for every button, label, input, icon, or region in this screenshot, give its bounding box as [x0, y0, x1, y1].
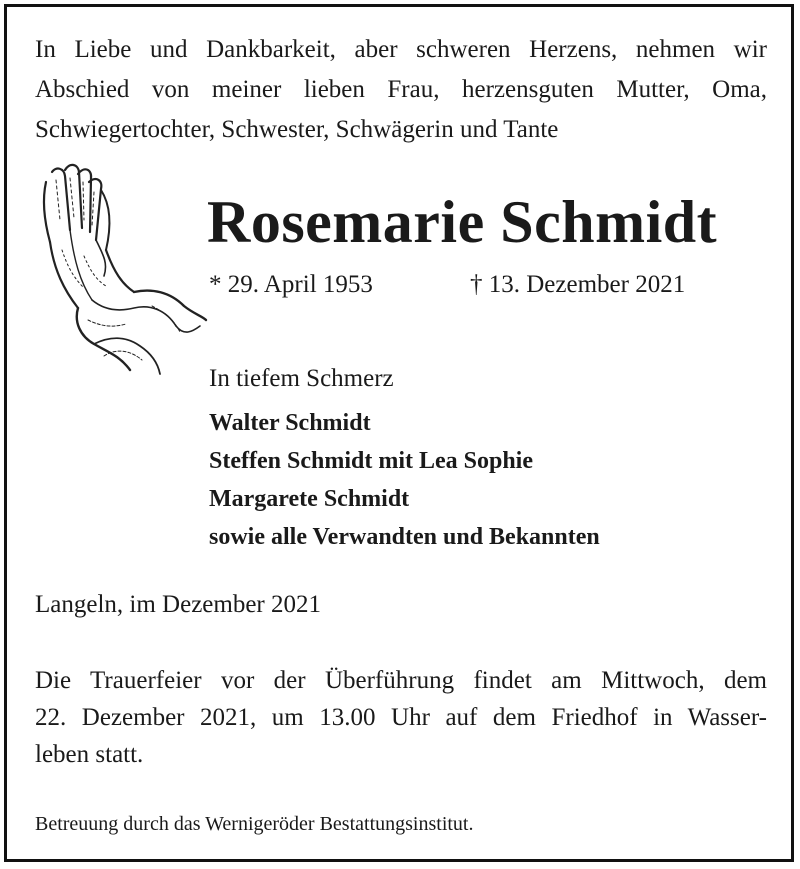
place-date: Langeln, im Dezember 2021 [35, 591, 322, 618]
service-line: 22. Dezember 2021, um 13.00 Uhr auf dem Friedhof in Wasser- [35, 704, 767, 731]
death-date: † 13. Dezember 2021 [470, 271, 686, 298]
service-text [35, 662, 767, 773]
intro-text [35, 30, 767, 150]
mourner-item: Walter Schmidt [209, 410, 371, 436]
grief-line: In tiefem Schmerz [209, 365, 394, 392]
mourners-list [209, 404, 600, 556]
intro-line: In Liebe und Dankbarkeit, aber schweren Herzens, nehmen wir [35, 36, 767, 63]
care-note: Betreuung durch das Wernigeröder Bestattungsinstitut. [35, 813, 474, 835]
mourner-item: Steffen Schmidt mit Lea Sophie [209, 448, 533, 474]
deceased-name: Rosemarie Schmidt [207, 189, 718, 255]
service-line: Die Trauerfeier vor der Überführung findet am Mittwoch, dem [35, 667, 767, 694]
intro-line: Schwiegertochter, Schwester, Schwägerin und Tante [35, 116, 559, 143]
service-line: leben statt. [35, 741, 144, 768]
mourner-item: sowie alle Verwandten und Bekannten [209, 524, 600, 550]
praying-hands-icon [34, 160, 209, 382]
birth-date: * 29. April 1953 [209, 271, 373, 298]
intro-line: Abschied von meiner lieben Frau, herzensguten Mutter, Oma, [35, 76, 767, 103]
mourner-item: Margarete Schmidt [209, 486, 410, 512]
